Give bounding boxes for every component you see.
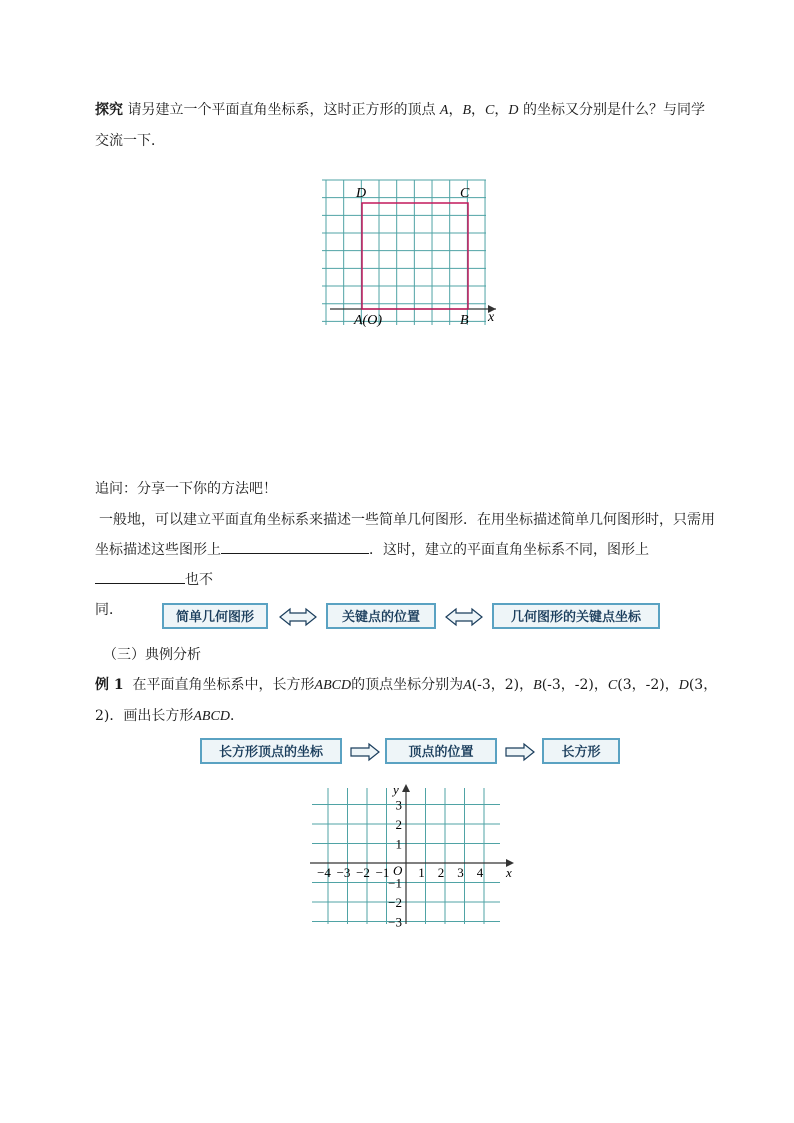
flow2-box-rectangle: 长方形 xyxy=(542,738,620,764)
followup-paragraph xyxy=(95,474,725,504)
flow1-box-key-point-coords: 几何图形的关键点坐标 xyxy=(492,603,660,629)
x-tick-label: 2 xyxy=(437,865,445,880)
point-d: D xyxy=(508,103,519,118)
flow2-box-vertex-coords: 长方形顶点的坐标 xyxy=(200,738,342,764)
square-grid-figure xyxy=(320,175,505,335)
x-tick-label: −3 xyxy=(336,865,351,880)
origin-label: O xyxy=(393,863,403,878)
x-tick-label: −4 xyxy=(317,865,331,880)
x-axis-label: x xyxy=(506,865,512,880)
point-c: C xyxy=(485,103,495,118)
x-tick-label: 1 xyxy=(418,865,425,880)
y-axis-arrow xyxy=(402,784,410,792)
general-text-1: 一般地，可以建立平面直角坐标系来描述一些简单几何图形．在用坐标描述简单几何图形时，只需用 xyxy=(99,512,715,528)
flow2-box-vertex-position: 顶点的位置 xyxy=(385,738,497,764)
flow1-box-key-point-position: 关键点的位置 xyxy=(326,603,436,629)
example-text-2b: ． xyxy=(229,708,244,724)
grid-lines xyxy=(322,180,486,325)
y-axis-label: y xyxy=(393,782,399,797)
example-text-1b: 的顶点坐标分别为 xyxy=(351,677,464,693)
separator: ， xyxy=(494,102,509,118)
y-tick-label: −1 xyxy=(388,875,402,891)
general-text-3: 同． xyxy=(95,602,123,618)
explore-paragraph xyxy=(95,95,725,156)
explore-text-2: 的坐标又分别是什么？与同学 xyxy=(522,102,705,118)
point-b: B xyxy=(462,103,472,118)
y-tick-label: 1 xyxy=(395,836,402,852)
coordinate-plane-figure xyxy=(300,782,525,930)
example-text-2a: 2)．画出长方形 xyxy=(95,708,194,724)
right-arrow-icon xyxy=(349,741,381,763)
coord-c-label: C xyxy=(607,678,618,693)
explore-text-3: 交流一下． xyxy=(95,133,165,149)
rect-name: ABCD xyxy=(314,678,352,693)
double-arrow-icon xyxy=(444,606,484,628)
fill-blank-1[interactable] xyxy=(221,537,369,554)
coord-a-label: A xyxy=(463,678,472,693)
x-tick-label: −1 xyxy=(375,865,390,880)
coord-b-value: (-3，-2)， xyxy=(541,677,608,693)
double-arrow-icon xyxy=(278,606,318,628)
square-abcd xyxy=(362,203,468,309)
y-tick-label: −2 xyxy=(388,895,402,910)
example-text-1a: 在平面直角坐标系中，长方形 xyxy=(132,677,315,693)
example-label: 例 1 xyxy=(95,677,124,693)
coord-d-label: D xyxy=(678,678,689,693)
x-tick-label: −2 xyxy=(356,865,370,880)
x-tick-label: 3 xyxy=(457,865,464,880)
y-tick-label: 2 xyxy=(395,817,402,832)
general-text-2a: 坐标描述这些图形上 xyxy=(95,542,221,558)
example-paragraph xyxy=(95,670,725,732)
fill-blank-2[interactable] xyxy=(95,567,185,584)
coord-a-value: (-3，2)， xyxy=(471,677,534,693)
coord-b-label: B xyxy=(533,678,542,693)
explore-label: 探究 xyxy=(95,102,123,118)
general-text-2b: ．这时，建立的平面直角坐标系不同，图形上 xyxy=(369,542,649,558)
section-heading xyxy=(103,640,733,670)
flow1-box-simple-figure: 简单几何图形 xyxy=(162,603,268,629)
rect-name: ABCD xyxy=(193,709,230,724)
y-tick-label: 3 xyxy=(395,797,402,813)
explore-text-1: 请另建立一个平面直角坐标系，这时正方形的顶点 xyxy=(127,102,436,118)
separator: ， xyxy=(448,102,463,118)
coord-c-value: (3，-2)， xyxy=(617,677,679,693)
label-x: x xyxy=(488,310,495,325)
label-c: C xyxy=(460,186,470,201)
label-a-origin: A(O) xyxy=(354,313,383,328)
coord-d-value: (3， xyxy=(688,677,718,693)
followup-text: 追问：分享一下你的方法吧！ xyxy=(95,481,277,497)
general-text-2c: 也不 xyxy=(185,572,213,588)
label-b: B xyxy=(460,313,469,328)
right-arrow-icon xyxy=(504,741,536,763)
point-a: A xyxy=(439,103,449,118)
x-tick-label: 4 xyxy=(476,865,484,880)
section-heading-text: （三）典例分析 xyxy=(103,647,201,663)
separator: ， xyxy=(471,102,486,118)
label-d: D xyxy=(356,186,367,201)
y-tick-label: −3 xyxy=(388,914,402,930)
